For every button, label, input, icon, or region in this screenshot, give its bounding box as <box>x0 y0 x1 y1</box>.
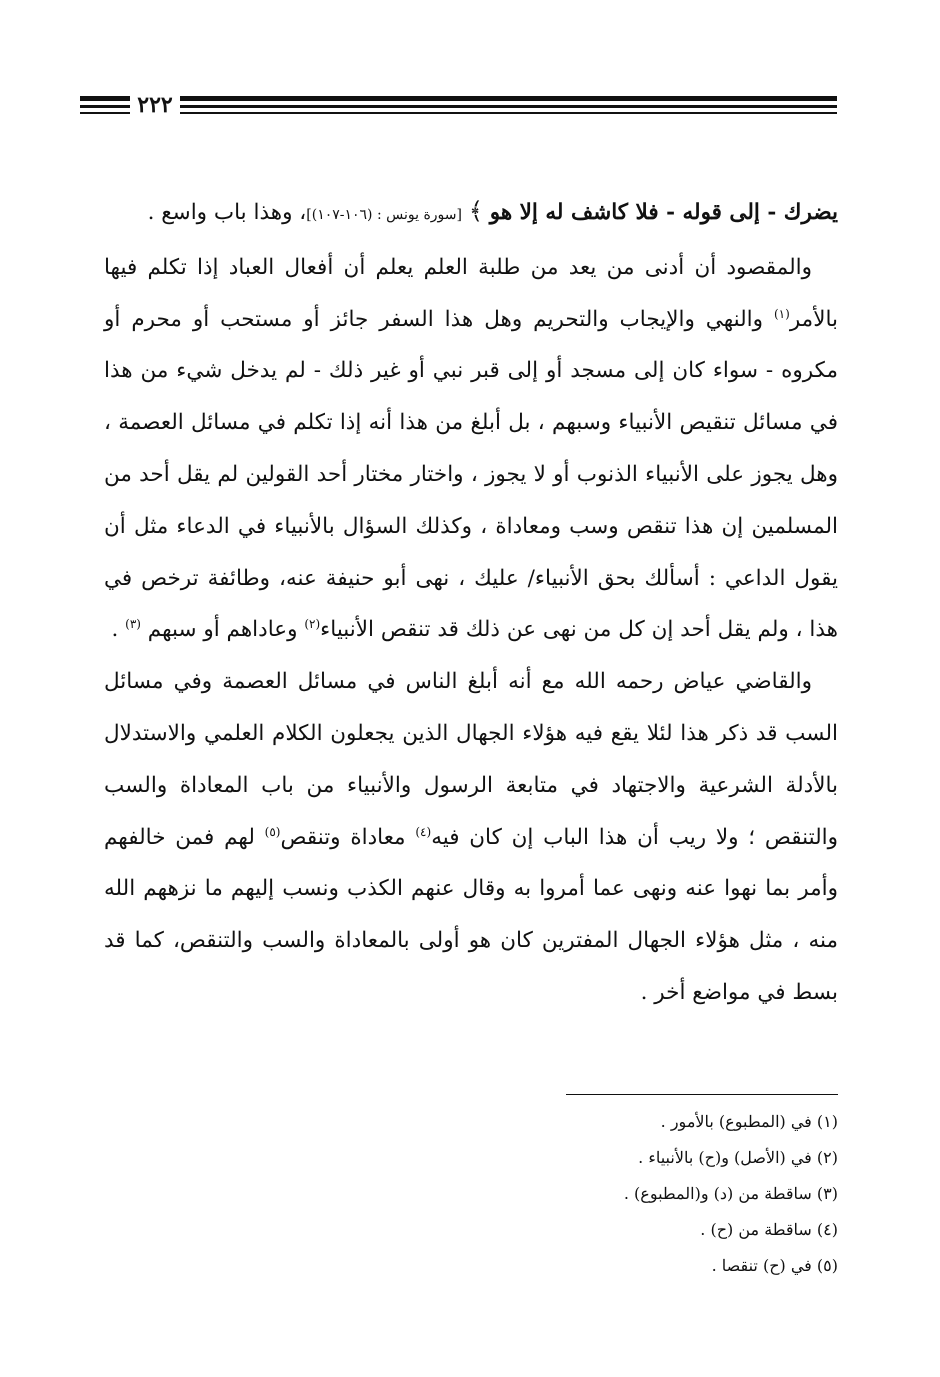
header-rule-right <box>180 96 837 114</box>
paragraph-3-text-c: لهم فمن خالفهم وأمر بما نهوا عنه ونهى عما أمروا به وقال عنهم الكذب ونسب إليهم ما نزههم الله منه ، مثل هؤلاء الجهال المفترين كان هو أولى بالمعاداة والسب والتنقص، كما قد بسط في مواضع أخر . <box>104 824 838 1005</box>
paragraph-2-text-d: . <box>111 617 126 643</box>
page-header <box>80 92 837 122</box>
paragraph-3-text-a: والقاضي عياض رحمه الله مع أنه أبلغ الناس في مسائل العصمة وفي مسائل السب قد ذكر هذا لئلا يقع فيه هؤلاء الجهال الذين يجعلون الكلام العلمي والاستدلال بالأدلة الشرعية والاجتهاد في متابعة الرسول والأنبياء من باب المعاداة والسب والتنقص ؛ ولا ريب أن هذا الباب إن كان فيه <box>104 669 838 850</box>
paragraph-2 <box>104 242 838 656</box>
paragraph-2-text-b: والنهي والإيجاب والتحريم وهل هذا السفر جائز أو مستحب أو محرم أو مكروه - سواء كان إلى مسجد أو إلى قبر نبي أو غير ذلك - لم يدخل شيء من هذا في مسائل تنقيص الأنبياء وسبهم ، بل أبلغ من هذا أنه إذا تكلم في مسائل العصمة ، وهل يجوز على الأنبياء الذنوب أو لا يجوز ، واختار مختار أحد القولين لم يقل أحد من المسلمين إن هذا تنقص وسب ومعاداة ، وكذلك السؤال بالأنبياء في الدعاء مثل أن يقول الداعي : أسألك بحق الأنبياء/ عليك ، نهى أبو حنيفة عنه، وطائفة ترخص في هذا ، ولم يقل أحد إن كل من نهى عن ذلك قد تنقص الأنبياء <box>104 306 838 643</box>
footnote-marker-4: (٤) <box>415 824 432 839</box>
header-rule-left <box>80 96 130 114</box>
paragraph-1 <box>104 186 838 242</box>
page-number: ٢٢٢ <box>137 92 173 118</box>
footnotes <box>104 1104 838 1284</box>
paragraph-3-text-b: معاداة وتنقص <box>280 824 416 850</box>
paragraph-2-text-c: وعاداهم أو سبهم <box>140 617 305 643</box>
footnote-3: (٣) ساقطة من (د) و(المطبوع) . <box>623 1184 838 1203</box>
quran-bracket-ornament: ﴾ <box>468 197 483 225</box>
footnote-4: (٤) ساقطة من (ح) . <box>700 1220 838 1239</box>
quran-quote: يضرك - إلى قوله - فلا كاشف له إلا هو <box>489 200 838 225</box>
paragraph-1-tail: ، وهذا باب واسع . <box>147 200 307 225</box>
paragraph-2-text-a: والمقصود أن أدنى من يعد من طلبة العلم يعلم أن أفعال العباد إذا تكلم فيها بالأمر <box>104 254 838 332</box>
footnote-5: (٥) في (ح) تنقصا . <box>711 1256 838 1275</box>
surah-reference: [سورة يونس : (١٠٦-١٠٧)] <box>306 207 462 223</box>
footnote-divider <box>566 1094 838 1095</box>
footnote-marker-2: (٢) <box>304 617 321 632</box>
main-text <box>104 186 838 1019</box>
footnote-marker-5: (٥) <box>264 824 281 839</box>
footnote-2: (٢) في (الأصل) و(ح) بالأنبياء . <box>638 1148 838 1167</box>
paragraph-3 <box>104 656 838 1019</box>
footnote-marker-3: (٣) <box>125 617 141 632</box>
footnote-1: (١) في (المطبوع) بالأمور . <box>660 1112 838 1131</box>
footnote-marker-1: (١) <box>773 306 790 321</box>
